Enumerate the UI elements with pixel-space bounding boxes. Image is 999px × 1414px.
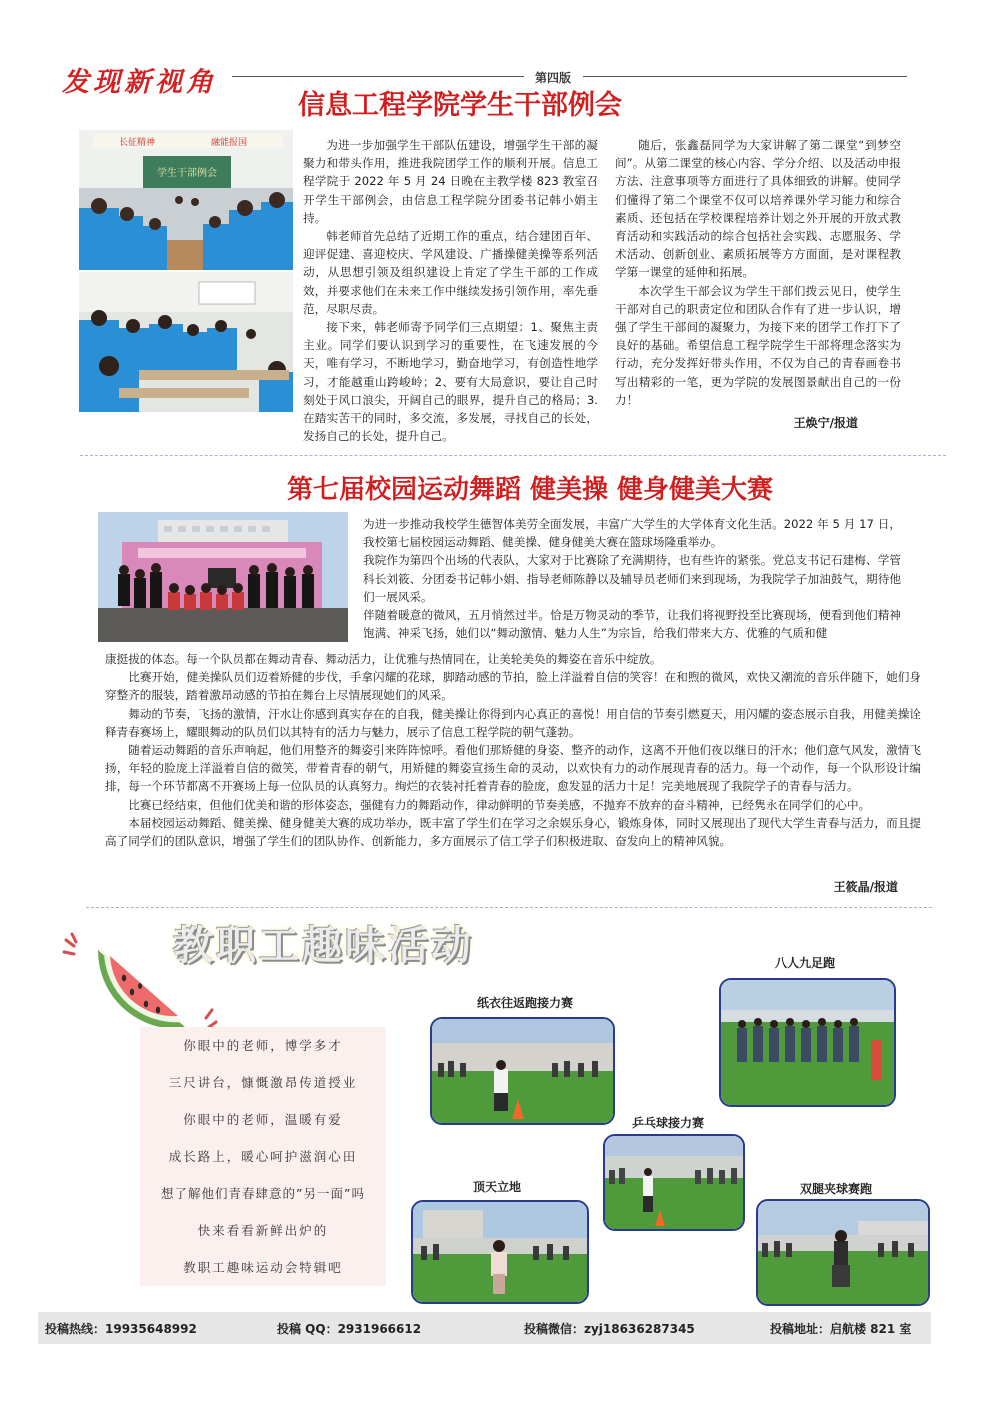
article2-byline: 王筱晶/报道 <box>833 880 898 894</box>
page-number: 第四版 <box>535 71 572 85</box>
poem-box <box>140 1027 386 1286</box>
article2-full-width <box>105 650 921 850</box>
photo1-screen-text: 学生干部例会 <box>157 168 217 179</box>
header-rule-left <box>232 76 524 77</box>
section-divider-2 <box>86 907 932 908</box>
caption-balance: 顶天立地 <box>472 1180 521 1194</box>
balance-photo <box>411 1200 589 1304</box>
article2-paragraph: 比赛已经结束，但他们优美和谐的形体姿态，强健有力的舞蹈动作，律动鲜明的节奏美感，不抛弃不放弃的奋斗精神，已经隽永在同学们的心中。 <box>128 797 871 812</box>
article1-paragraph: 本次学生干部会议为学生干部们拨云见日，使学生干部对自己的职责定位和团队合作有了进一步认识，增强了学生干部间的凝聚力，为接下来的团学工作打下了良好的基础。希望信息工程学院学生干部将理念落实为行动，充分发挥好带头作用，不仅为自己的青春画卷书写出精彩的一笔，更为学院的发展图景献出自己的一份力！ <box>615 283 901 407</box>
article1-paragraph: 韩老师首先总结了近期工作的重点，结合建团百年、迎评促建、喜迎校庆、学风建设、广播操健美操等系列活动，从思想引领及组织建设上肯定了学生干部的工作成效，并要求他们在未来工作中继续发扬引领作用，率先垂范，尽职尽责。 <box>303 229 598 316</box>
relay-photo <box>430 1017 615 1125</box>
article2-paragraph: 我院作为第四个出场的代表队，大家对于比赛除了充满期待，也有些许的紧张。党总支书记石建梅、学管科长刘筱、分团委书记韩小娟、指导老师陈静以及辅导员老师们来到现场，为我院学子加油鼓气，期待他们一展风采。 <box>363 553 901 604</box>
poem-line: 三尺讲台，慷慨激昂传道授业 <box>168 1075 358 1090</box>
masthead: 发现新视角 <box>62 67 217 98</box>
article2-paragraph: 舞动的节奏，飞扬的激情，汗水让你感到真实存在的自我，健美操让你得到内心真正的喜悦！用自信的节奏引燃夏天，用闪耀的姿态展示自我，用健美操诠释青春赛场上，耀眼舞动的队员们以其特有的活力与魅力，展示了信息工程学院的朝气蓬勃。 <box>105 706 921 739</box>
caption-relay: 纸衣往返跑接力赛 <box>476 996 573 1010</box>
footer-bar <box>38 1312 931 1344</box>
article1-paragraph: 随后，张鑫磊同学为大家讲解了第二课堂“到梦空间”。从第二课堂的核心内容、学分介绍、以及活动申报方法、注意事项等方面进行了具体细致的讲解。使同学们懂得了第二个课堂不仅可以培养课外学习能力和综合素质、还包括在学校课程培养计划之外开展的开放式教育活动和实践活动的综合包括社会实践、志愿服务、学术活动、创新创业、素质拓展等方方面面，是对课程教学第一课堂的延伸和拓展。 <box>615 138 901 280</box>
article2-beside-photo <box>363 515 901 642</box>
caption-pingpong: 乒乓球接力赛 <box>631 1116 704 1130</box>
article2-paragraph: 伴随着暖意的微风，五月悄然过半。恰是万物灵动的季节，让我们将视野投至比赛现场，便看到他们精神饱满、神采飞扬，她们以“舞动激情、魅力人生”为宗旨，给我们带来大方、优雅的气质和健 <box>363 608 901 641</box>
dance-team-photo <box>98 512 348 642</box>
article1-column-1 <box>303 136 598 445</box>
article2-title: 第七届校园运动舞蹈 健美操 健身健美大赛 <box>286 475 774 505</box>
article1-byline: 王焕宁/报道 <box>793 416 858 430</box>
photo1-banner-left: 长征精神 <box>119 138 156 148</box>
article1-title: 信息工程学院学生干部例会 <box>298 90 622 121</box>
meeting-photo-2 <box>79 272 293 412</box>
footer-wechat: 投稿微信：zyj18636287345 <box>524 1322 695 1336</box>
article2-paragraph: 本届校园运动舞蹈、健美操、健身健美大赛的成功举办，既丰富了学生们在学习之余娱乐身心，锻炼身体，同时又展现出了现代大学生青春与活力，而且提高了同学们的团队意识，增强了学生们的团队协作、创新能力，多方面展示了信工学子们积极进取、奋发向上的精神风貌。 <box>105 815 921 849</box>
section3-title: 教职工趣味活动 <box>173 923 474 969</box>
article2-paragraph: 为进一步推动我校学生德智体美劳全面发展，丰富广大学生的大学体育文化生活。2022 年 5 月 17 日，我校第七届校园运动舞蹈、健美操、健身健美大赛在篮球场隆重举办。 <box>363 517 901 550</box>
section-divider-1 <box>80 455 946 456</box>
ball-legs-photo <box>756 1199 930 1306</box>
footer-address: 投稿地址：启航楼 821 室 <box>770 1322 912 1336</box>
header-rule-right <box>583 76 907 77</box>
poem-line: 成长路上，暖心呵护滋润心田 <box>168 1149 358 1164</box>
poem-line: 教职工趣味运动会特辑吧 <box>183 1260 343 1275</box>
poem-line: 想了解他们青春肆意的”另一面”吗 <box>161 1186 365 1201</box>
footer-qq: 投稿 QQ：2931966612 <box>277 1322 422 1336</box>
photo1-banner-right: 融能报国 <box>211 138 248 148</box>
poem-line: 快来看看新鲜出炉的 <box>197 1223 329 1238</box>
article1-paragraph: 为进一步加强学生干部队伍建设，增强学生干部的凝聚力和带头作用，推进我院团学工作的顺利开展。信息工程学院于 2022 年 5 月 24 日晚在主教学楼 823 教室召开学生干部例会，由信息工程学院分团委书记韩小娟主持。 <box>303 138 598 225</box>
article1-paragraph: 接下来，韩老师寄予同学们三点期望：1、聚焦主责主业。同学们要认识到学习的重要性，在飞速发展的今天，唯有学习，不断地学习，勤奋地学习，有创造性地学习，才能越重山跨峻岭；2、要有大局意识，要让自己时刻处于风口浪尖，开阔自己的眼界，提升自己的格局；3.在踏实苦干的同时，多交流，多发展，寻找自己的长处，发扬自己的长处，提升自己。 <box>303 320 598 444</box>
pingpong-photo <box>603 1134 745 1231</box>
nine-legs-photo <box>719 978 896 1107</box>
article2-paragraph: 比赛开始，健美操队员们迈着矫健的步伐，手拿闪耀的花球，脚踏动感的节拍，脸上洋溢着自信的笑容！在和煦的微风，欢快又潮流的音乐伴随下，她们身穿整齐的服装，踏着激昂动感的节拍在舞台上尽情展现她们的风采。 <box>105 670 921 703</box>
caption-ball-legs: 双腿夹球赛跑 <box>799 1182 872 1196</box>
poem-line: 你眼中的老师，温暖有爱 <box>183 1112 343 1127</box>
footer-hotline: 投稿热线：19935648992 <box>45 1322 197 1336</box>
poem-line: 你眼中的老师，博学多才 <box>183 1038 343 1053</box>
article1-column-2 <box>615 136 901 409</box>
meeting-photo-1 <box>79 130 293 270</box>
caption-nine-legs: 八人九足跑 <box>774 956 835 970</box>
article2-paragraph: 随着运动舞蹈的音乐声响起，他们用整齐的舞姿引来阵阵惊呼。看他们那矫健的身姿、整齐的动作，这离不开他们夜以继日的汗水；他们意气风发，激情飞扬，年轻的脸庞上洋溢着自信的微笑，带着青春的朝气，用矫健的舞姿宣扬生命的灵动，以欢快有力的动作展现青春的活力。每一个动作，每一个队形设计编排，每一个环节都离不开赛场上每一位队员的认真努力。绚烂的衣装衬托着青春的脸庞，愈发显的活力十足！完美地展现了我院学子的青春与活力。 <box>105 743 921 794</box>
article2-paragraph: 康挺拔的体态。每一个队员都在舞动青春、舞动活力，让优雅与热情同在，让美轮美奂的舞姿在音乐中绽放。 <box>105 652 662 666</box>
